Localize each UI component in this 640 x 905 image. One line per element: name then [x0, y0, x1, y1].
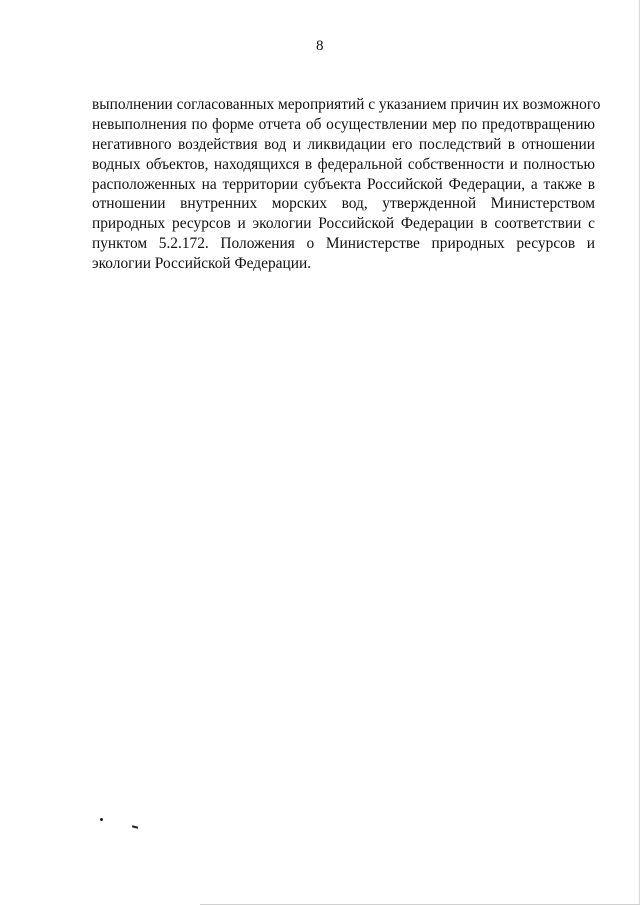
page-number: 8	[316, 38, 324, 54]
paragraph-line: пунктом 5.2.172. Положения о Министерстве природных ресурсов и	[92, 235, 595, 253]
paragraph-line: водных объектов, находящихся в федеральной собственности и полностью	[92, 155, 595, 173]
paragraph-line: экологии Российской Федерации.	[92, 255, 312, 273]
paragraph-line: расположенных на территории субъекта Российской Федерации, а также в	[92, 175, 595, 193]
paragraph-line: природных ресурсов и экологии Российской Федерации в соответствии с	[92, 215, 595, 233]
scan-speck	[132, 825, 138, 828]
body-paragraph	[92, 95, 601, 274]
paragraph-line: невыполнения по форме отчета об осуществлении мер по предотвращению	[92, 115, 595, 133]
paragraph-line: отношении внутренних морских вод, утвержденной Министерством	[92, 195, 595, 213]
paragraph-line: негативного воздействия вод и ликвидации его последствий в отношении	[92, 135, 595, 153]
paragraph-line: выполнении согласованных мероприятий с указанием причин их возможного	[92, 96, 601, 113]
scan-speck	[100, 818, 103, 821]
